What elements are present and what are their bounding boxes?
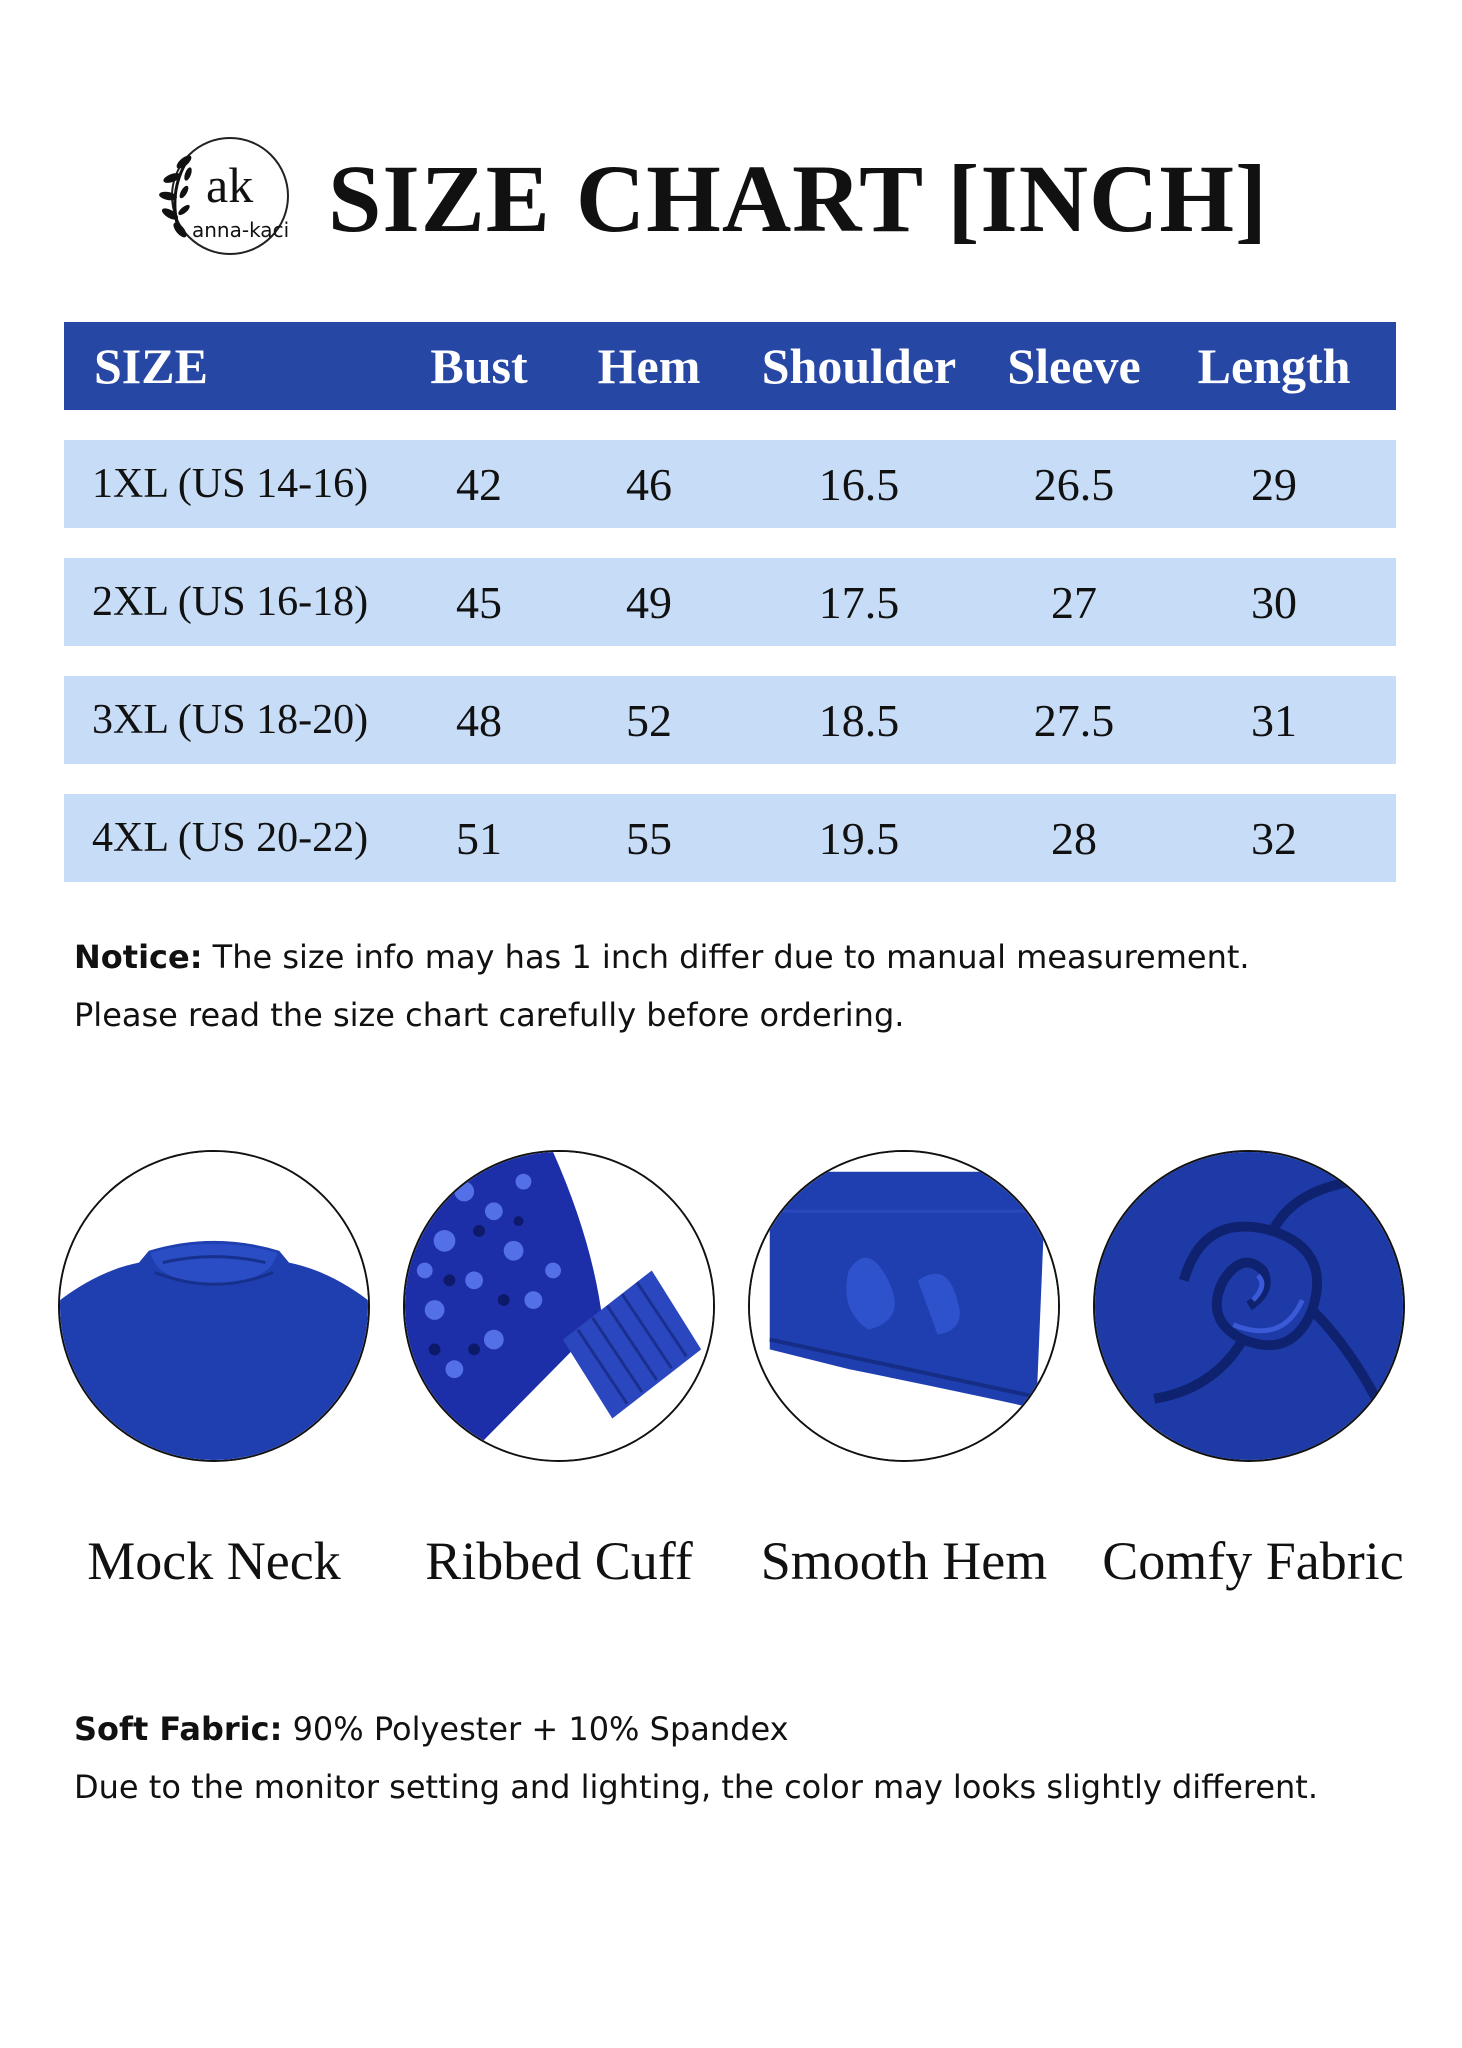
shoulder-cell: 18.5 [818, 694, 900, 746]
sleeve-cell: 27 [1051, 576, 1097, 628]
length-cell: 32 [1251, 812, 1297, 864]
table-row [64, 558, 1396, 646]
sleeve-cell: 26.5 [1033, 458, 1115, 510]
size-cell: 3XL (US 18-20) [92, 697, 369, 743]
feature-label: Comfy Fabric [1102, 1531, 1404, 1591]
bust-cell: 48 [456, 694, 502, 746]
notice-label: Notice: [74, 938, 203, 976]
bust-cell: 51 [456, 812, 502, 864]
hem-cell: 52 [626, 694, 672, 746]
length-cell: 30 [1251, 576, 1297, 628]
feature-comfy-fabric [1093, 1150, 1433, 1620]
fabric-label: Soft Fabric: [74, 1710, 283, 1748]
sleeve-cell: 28 [1051, 812, 1097, 864]
ribbed-cuff-photo-icon [403, 1150, 715, 1462]
hem-cell: 46 [626, 458, 672, 510]
header-size: SIZE [94, 338, 208, 394]
table-row [64, 794, 1396, 882]
size-cell: 2XL (US 16-18) [92, 579, 369, 625]
brand-logo [150, 128, 300, 278]
hem-cell: 49 [626, 576, 672, 628]
feature-ribbed-cuff [403, 1150, 743, 1620]
fabric-note: Due to the monitor setting and lighting, the color may looks slightly different. [74, 1768, 1319, 1806]
notice-block [74, 928, 1404, 1044]
length-cell: 31 [1251, 694, 1297, 746]
feature-mock-neck [58, 1150, 398, 1620]
size-cell: 1XL (US 14-16) [92, 461, 369, 507]
comfy-fabric-photo-icon [1093, 1150, 1405, 1462]
page-header [150, 128, 1350, 288]
brand-name: anna-kaci [192, 218, 290, 242]
header-length: Length [1197, 338, 1351, 394]
header-sleeve: Sleeve [1007, 338, 1141, 394]
feature-label: Mock Neck [87, 1531, 341, 1591]
table-row [64, 440, 1396, 528]
table-row [64, 676, 1396, 764]
fabric-block [74, 1700, 1404, 1816]
table-header-row [64, 322, 1396, 410]
smooth-hem-photo-icon [748, 1150, 1060, 1462]
sleeve-cell: 27.5 [1033, 694, 1115, 746]
bust-cell: 45 [456, 576, 502, 628]
bust-cell: 42 [456, 458, 502, 510]
shoulder-cell: 19.5 [818, 812, 900, 864]
features-section [0, 1150, 1462, 1620]
feature-label: Ribbed Cuff [425, 1531, 693, 1591]
mock-neck-photo-icon [58, 1150, 370, 1462]
header-bust: Bust [430, 338, 528, 394]
feature-label: Smooth Hem [760, 1531, 1048, 1591]
brand-monogram: ak [206, 157, 254, 213]
shoulder-cell: 16.5 [818, 458, 900, 510]
hem-cell: 55 [626, 812, 672, 864]
notice-text: The size info may has 1 inch differ due to manual measurement. [212, 938, 1250, 976]
notice-line-1 [74, 928, 1404, 986]
length-cell: 29 [1251, 458, 1297, 510]
header-shoulder: Shoulder [761, 338, 957, 394]
size-table [64, 322, 1400, 882]
header-hem: Hem [597, 338, 701, 394]
fabric-line-1 [74, 1700, 1404, 1758]
size-cell: 4XL (US 20-22) [92, 815, 369, 861]
notice-line-2: Please read the size chart carefully before ordering. [74, 996, 905, 1034]
page-title: SIZE CHART [INCH] [328, 145, 1269, 252]
shoulder-cell: 17.5 [818, 576, 900, 628]
fabric-value: 90% Polyester + 10% Spandex [292, 1710, 789, 1748]
feature-smooth-hem [748, 1150, 1088, 1620]
